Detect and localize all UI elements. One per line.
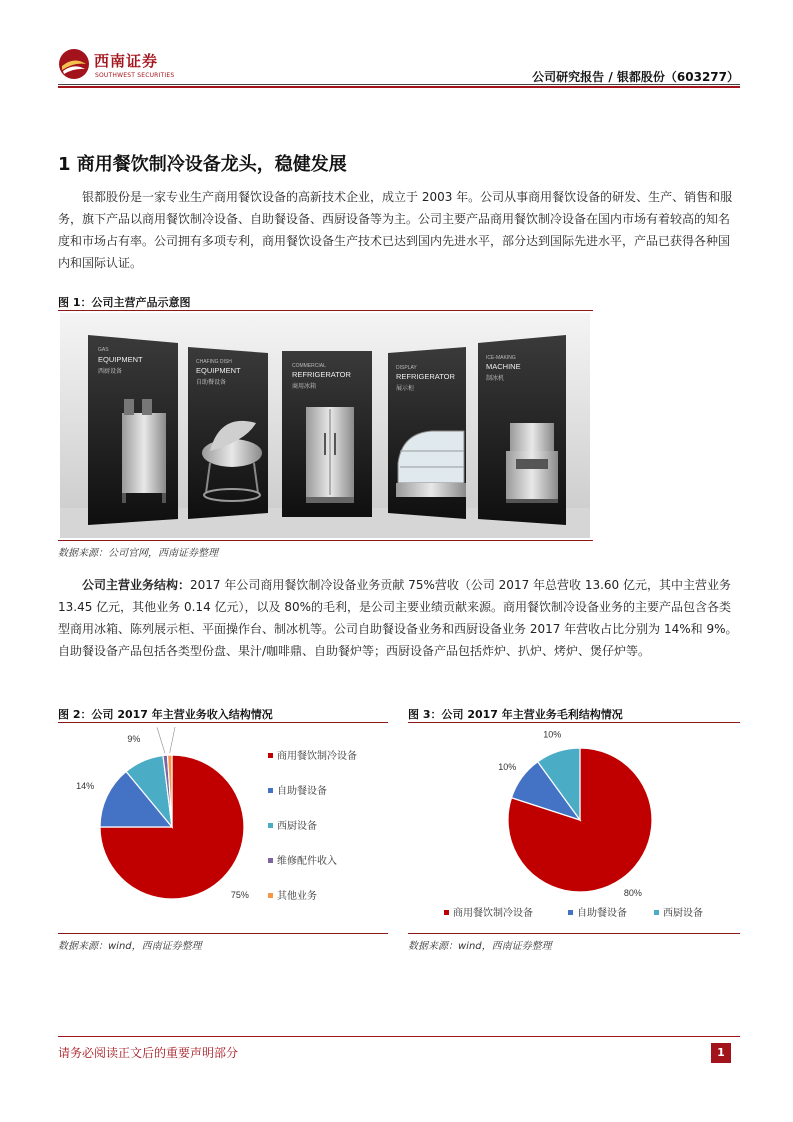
- pie-0-legend-swatch-1: [268, 788, 273, 793]
- pie-0-leader-3: [157, 727, 165, 753]
- pie-1-legend-label-0: 商用餐饮制冷设备: [453, 908, 533, 919]
- pie-1-legend-label-1: 自助餐设备: [577, 908, 627, 919]
- pie-0-legend-swatch-4: [268, 893, 273, 898]
- section-title: 1 商用餐饮制冷设备龙头，稳健发展: [58, 154, 347, 175]
- panel-5-en2: MACHINE: [486, 362, 521, 371]
- intro-paragraph: 银都股份是一家专业生产商用餐饮设备的高新技术企业，成立于 2003 年。公司从事商用餐饮设备的研发、生产、销售和服务，旗下产品以商用餐饮制冷设备、自助餐设备、西厨设备等为主。公司主要产品商用餐饮制冷设备在国内市场有着较高的知名度和市场占有率。公司拥有多项专利，商用餐饮设备生产技术已达到国内先进水平，部分达到国际先进水平，产品已获得各种国内和国际认证。: [58, 190, 733, 270]
- figure-2-rule: [58, 722, 388, 723]
- pie-1-label-2: 10%: [543, 729, 562, 740]
- figure-3-bottom-rule: [408, 933, 740, 934]
- figure-1-bottom-rule: [58, 540, 593, 541]
- figure-1-caption: 图 1：公司主营产品示意图: [58, 296, 191, 309]
- header-divider: [58, 86, 740, 88]
- figure-1-source: 数据来源：公司官网，西南证券整理: [58, 548, 218, 559]
- pie-0-legend-label-2: 西厨设备: [277, 821, 317, 832]
- panel-1-en1: GAS: [98, 347, 109, 353]
- footer-divider: [58, 1036, 740, 1037]
- logo-mark-icon: [58, 48, 90, 80]
- pie-0-legend-label-0: 商用餐饮制冷设备: [277, 751, 357, 762]
- figure-3-caption: 图 3：公司 2017 年主营业务毛利结构情况: [408, 708, 623, 721]
- panel-4-en1: DISPLAY: [396, 365, 417, 371]
- revenue-structure-pie-chart: [58, 726, 388, 934]
- business-structure-paragraph: [58, 574, 740, 662]
- pie-1-legend-swatch-0: [444, 910, 449, 915]
- panel-gas-equipment: [88, 335, 178, 525]
- pie-0-legend-swatch-2: [268, 823, 273, 828]
- panel-3-en1: COMMERCIAL: [292, 363, 326, 369]
- pie-0-legend-swatch-0: [268, 753, 273, 758]
- header-divider-thin: [58, 84, 740, 85]
- panel-commercial-refrigerator: [282, 351, 372, 517]
- panel-1-en2: EQUIPMENT: [98, 355, 143, 364]
- brand-name: 西南证券: [94, 52, 159, 70]
- panel-chafing-dish: [188, 347, 268, 519]
- panel-display-refrigerator: [388, 347, 466, 519]
- pie-0-legend-label-3: 维修配件收入: [277, 856, 337, 867]
- panel-ice-making-machine: [478, 335, 566, 525]
- business-lead: 公司主营业务结构：: [82, 578, 191, 592]
- pie-1-label-1: 10%: [498, 762, 517, 773]
- report-title: 公司研究报告 / 银都股份（603277）: [532, 70, 739, 84]
- product-showcase-image: [60, 313, 590, 538]
- figure-2-bottom-rule: [58, 933, 388, 934]
- figure-3-source: 数据来源：wind，西南证券整理: [408, 941, 552, 952]
- pie-1-legend-label-2: 西厨设备: [663, 908, 703, 919]
- pie-0-label-2: 9%: [127, 733, 141, 744]
- panel-2-en1: CHAFING DISH: [196, 359, 232, 365]
- panel-5-en1: ICE-MAKING: [486, 355, 516, 361]
- figure-2-caption: 图 2：公司 2017 年主营业务收入结构情况: [58, 708, 273, 721]
- panel-2-cn: 自助餐设备: [196, 379, 227, 386]
- pie-1-label-0: 80%: [623, 887, 642, 898]
- pie-0-label-1: 14%: [76, 781, 95, 792]
- pie-0-legend-swatch-3: [268, 858, 273, 863]
- figure-2-source: 数据来源：wind，西南证券整理: [58, 941, 202, 952]
- pie-0-legend-label-1: 自助餐设备: [277, 786, 327, 797]
- figure-3-rule: [408, 722, 740, 723]
- panel-5-cn: 制冰机: [486, 375, 505, 382]
- gross-profit-structure-pie-chart: [408, 726, 740, 934]
- panel-3-cn: 商用冰箱: [292, 383, 317, 390]
- brand-name-en: SOUTHWEST SECURITIES: [95, 72, 175, 79]
- panel-3-en2: REFRIGERATOR: [292, 370, 351, 379]
- footer-disclaimer: 请务必阅读正文后的重要声明部分: [58, 1046, 239, 1060]
- pie-0-legend-label-4: 其他业务: [277, 891, 317, 902]
- brand-logo: [58, 44, 178, 84]
- business-text: 2017 年公司商用餐饮制冷设备业务贡献 75%营收（公司 2017 年总营收 13.60 亿元，其中主营业务 13.45 亿元，其他业务 0.14 亿元），以及 80%的毛利，是公司主要业绩贡献来源。商用餐饮制冷设备业务的主要产品包含各类型商用冰箱、陈列展示柜、平面操作台、制冰机等。公司自助餐设备业务和西厨设备业务 2017 年营收占比分别为 14%和 9%。自助餐设备产品包括各类型份盘、果汁/咖啡鼎、自助餐炉等；西厨设备产品包括炸炉、扒炉、烤炉、煲仔炉等。: [58, 578, 738, 658]
- panel-2-en2: EQUIPMENT: [196, 366, 241, 375]
- page-number: 1: [711, 1043, 731, 1063]
- figure-1-rule: [58, 310, 593, 311]
- pie-0-leader-4: [170, 727, 175, 753]
- panel-4-cn: 展示柜: [396, 385, 415, 392]
- pie-0-label-0: 75%: [230, 889, 249, 900]
- pie-1-legend-swatch-1: [568, 910, 573, 915]
- panel-1-cn: 西厨设备: [98, 368, 123, 375]
- panel-4-en2: REFRIGERATOR: [396, 372, 455, 381]
- pie-1-legend-swatch-2: [654, 910, 659, 915]
